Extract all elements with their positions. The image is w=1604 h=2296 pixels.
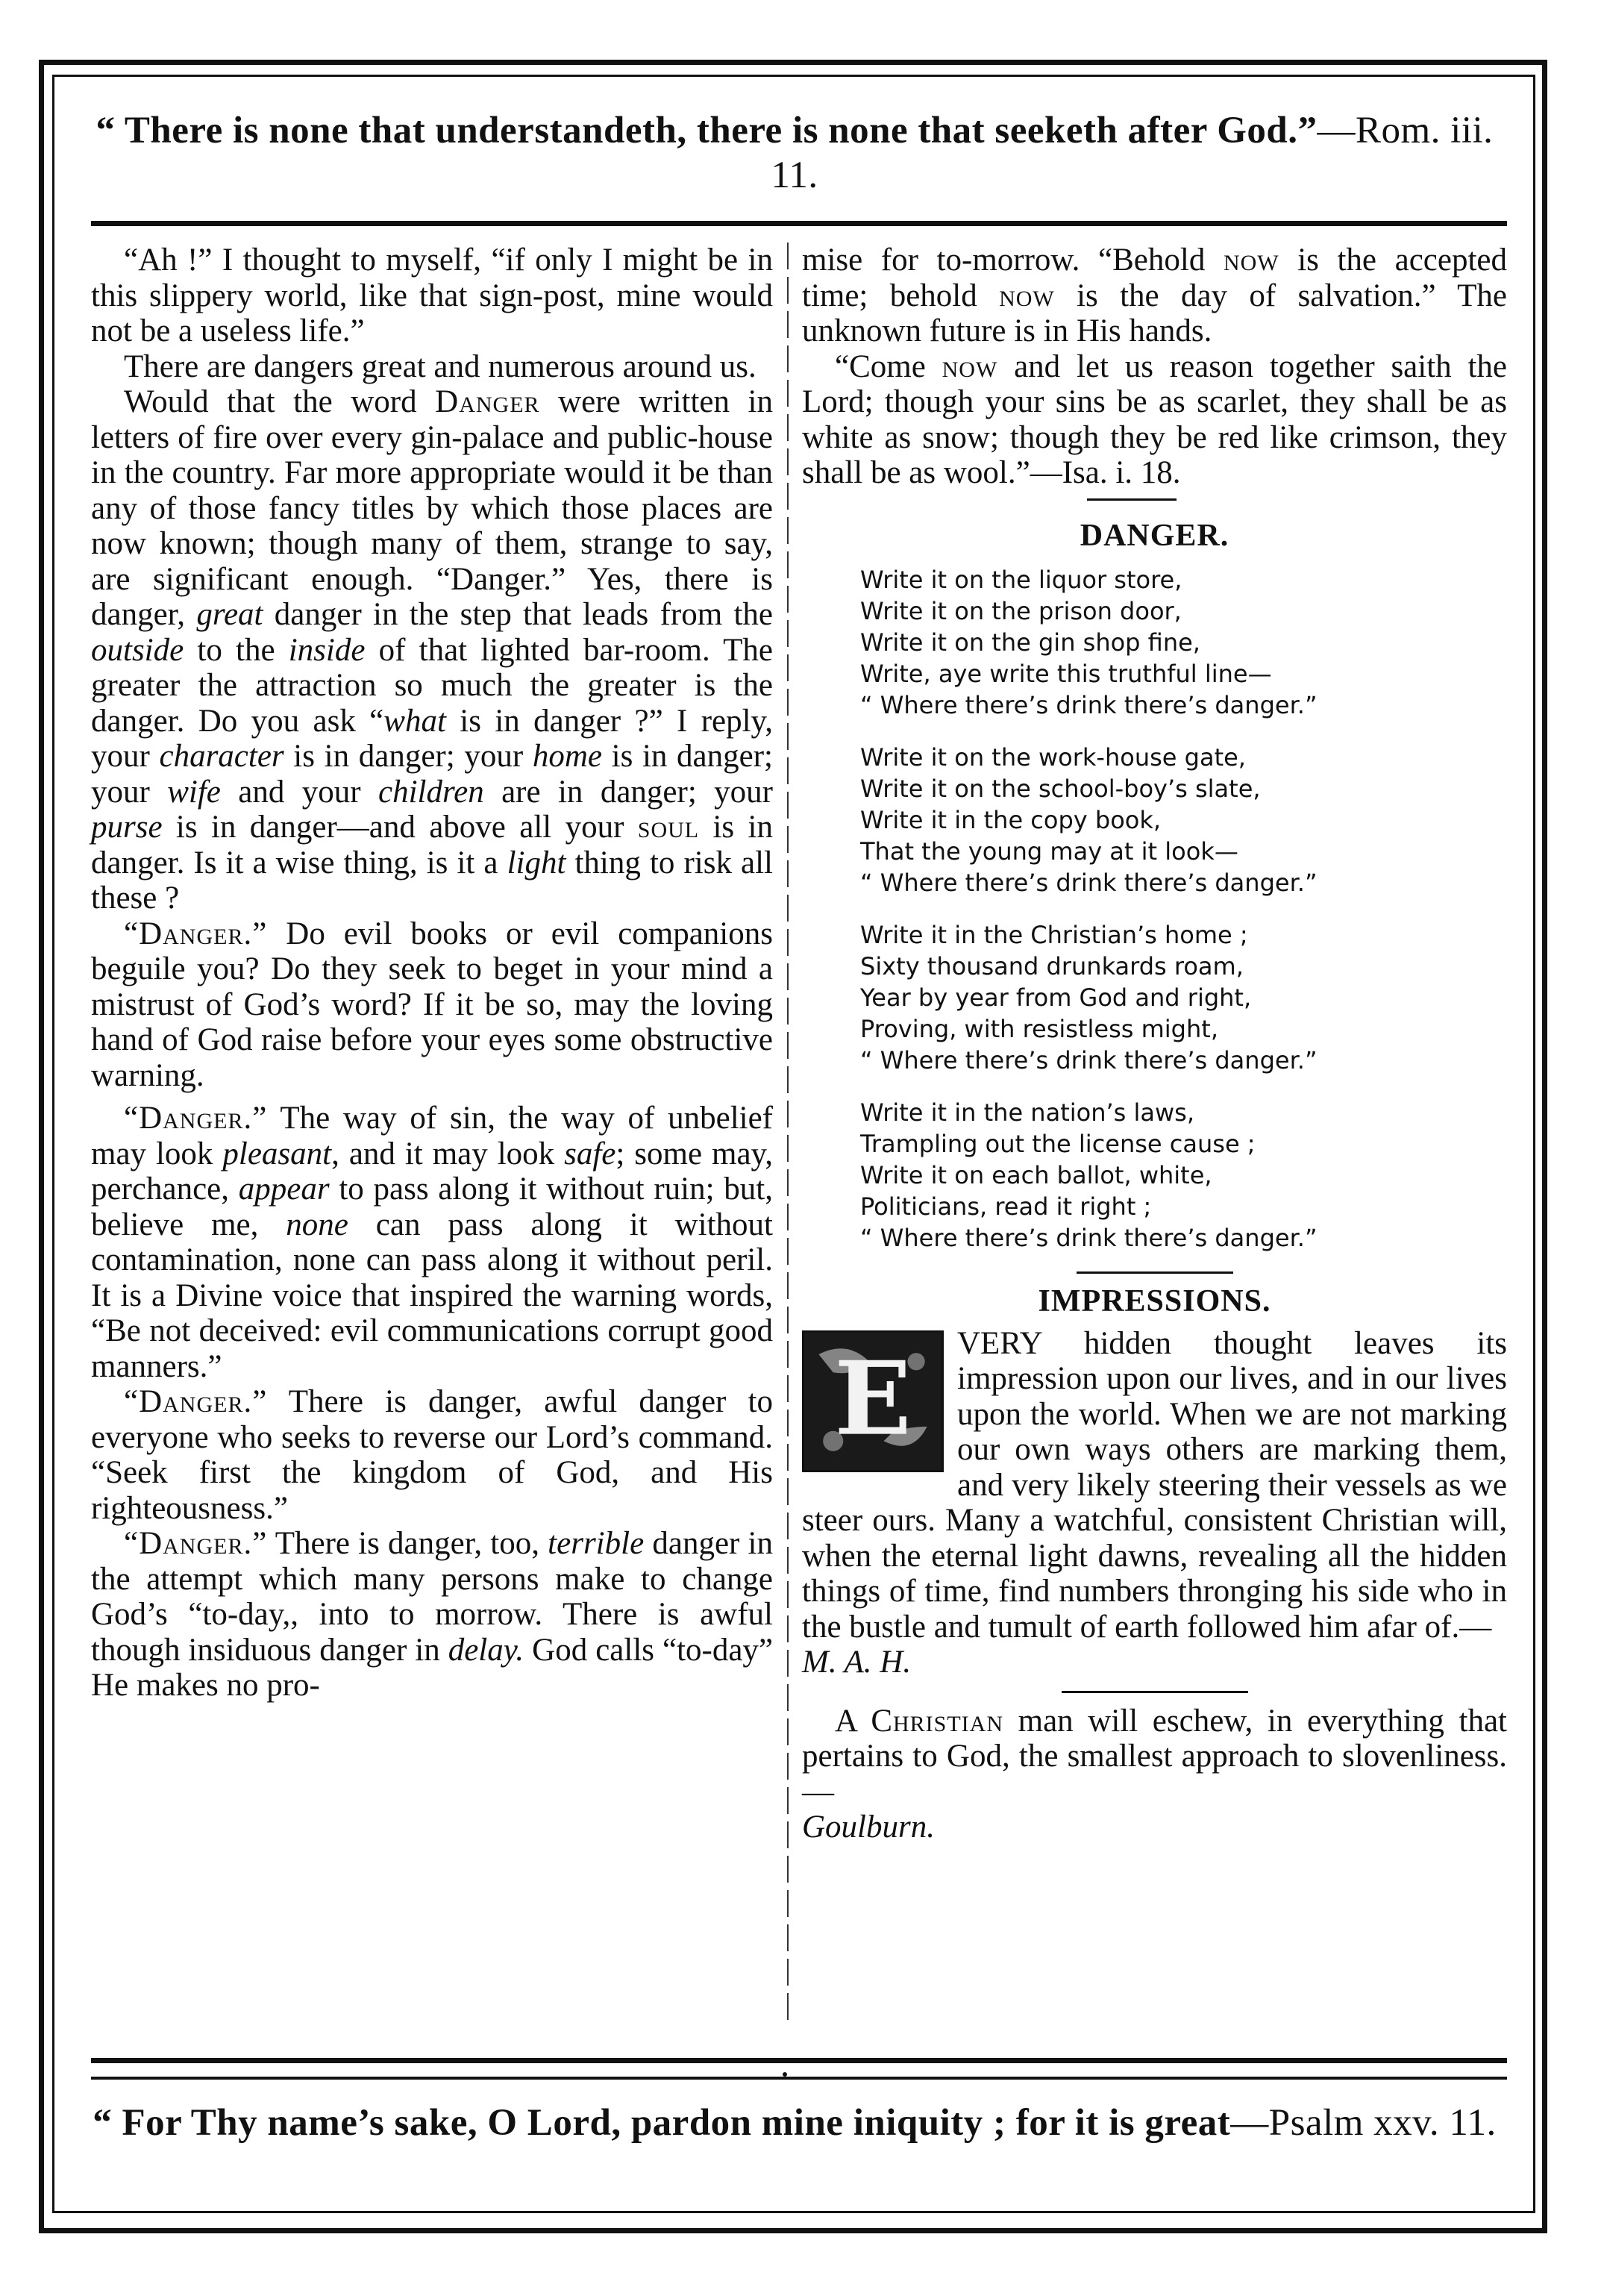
text: is in danger; your — [91, 739, 773, 810]
text: and let us reason together saith the Lord; though your sins be as scarlet, they shall be as white as snow; though they be red like crimson, they shall be as wool.”—Isa. i. 18. — [802, 348, 1507, 490]
poem-line: Write it in the copy book, — [860, 806, 1162, 834]
impressions-heading: IMPRESSIONS. — [1038, 1284, 1271, 1319]
poem-line: Write it on the work-house gate, — [860, 743, 1246, 772]
poem-line: “ Where there’s drink there’s danger.” — [860, 691, 1318, 719]
small-caps-text: now — [999, 278, 1055, 313]
text: Do evil books or evil companions beguile you? Do they seek to beget in your mind a mistrust of God’s word? If it be so, may the loving hand of God raise before your eyes some obstructive warning. — [91, 916, 773, 1093]
header-quote-ref: —Rom. iii. 11. — [771, 110, 1494, 196]
italic-text: light — [507, 845, 566, 880]
poem-line: Write it on the liquor store, — [860, 566, 1182, 594]
poem-line: Write it on the gin shop fine, — [860, 628, 1200, 657]
poem-line: “ Where there’s drink there’s danger.” — [860, 1224, 1318, 1252]
text: and your — [220, 774, 378, 810]
small-caps-text: “Danger.” — [124, 1526, 268, 1561]
text: to pass along it without ruin; but, believe me, — [91, 1172, 774, 1242]
italic-text: none — [286, 1207, 348, 1242]
text: thing to risk all these ? — [91, 845, 773, 916]
text: is the accepted time; behold — [802, 243, 1507, 313]
poem-line: Proving, with resistless might, — [860, 1015, 1218, 1043]
text: “Come — [835, 348, 942, 384]
text: is in danger; your — [283, 739, 533, 774]
italic-text: pleasant — [222, 1136, 332, 1172]
signature: Goulburn. — [802, 1809, 935, 1845]
paragraph-come-now — [802, 349, 1507, 491]
poem-stanza — [860, 742, 1507, 898]
text: is in danger—and above all your — [162, 810, 638, 845]
paragraph-impressions — [802, 1326, 1507, 1680]
italic-text: appear — [238, 1172, 330, 1207]
ornament-dot — [783, 2072, 787, 2077]
signature: M. A. H. — [802, 1645, 912, 1680]
poem-line: Write, aye write this truthful line— — [860, 660, 1272, 688]
small-caps-text: “Danger.” — [124, 1101, 268, 1136]
paragraph-danger-books — [91, 916, 773, 1094]
poem-line: Sixty thousand drunkards roam, — [860, 952, 1244, 980]
text: is the day of salvation.” The unknown future is in His hands. — [802, 278, 1507, 348]
paragraph-would-that — [91, 384, 773, 916]
text: There is danger, awful danger to everyone who seeks to reverse our Lord’s command. “Seek first the kingdom of God, and His righteousness.” — [91, 1384, 773, 1526]
text: “Ah !” I thought to myself, “if only I might be in this slippery world, like that sign-post, mine would not be a useless life.” — [91, 243, 773, 348]
text: danger in the attempt which many persons make to change God’s “to-day,, into to morrow. There is awful though insiduous danger in — [91, 1526, 773, 1668]
column-divider — [787, 243, 789, 2026]
text: are in danger; your — [483, 774, 773, 810]
text: can pass along it without contamination, none can pass along it without peril. It is a Divine voice that inspired the warning words, “Be not deceived: evil communications corrupt good manners.” — [91, 1207, 774, 1384]
text: There are dangers great and numerous around us. — [124, 348, 756, 384]
italic-text: outside — [91, 632, 184, 668]
small-caps-text: Christian — [871, 1703, 1003, 1739]
italic-text: wife — [167, 774, 221, 810]
footer-rule-bottom — [91, 2077, 1507, 2080]
text: VERY hidden thought leaves its impression upon our lives, and in our lives upon the world. When we are not marking our own ways others are marking them, and very likely steering their vessels as we steer ours. Many a watchful, consistent Christian will, when the eternal light dawns, revealing all the hidden things of time, find numbers thronging his side who in the bustle and tumult of earth followed him afar of.— — [802, 1325, 1507, 1645]
section-rule — [1087, 498, 1177, 501]
text: of that lighted bar-room. The greater the attraction so much the greater is the danger. Do you ask “ — [91, 632, 774, 739]
italic-text: inside — [288, 632, 366, 668]
header-rule — [91, 221, 1507, 226]
dropcap-e — [802, 1330, 944, 1472]
header-quote-text: “ There is none that understandeth, there is none that seeketh after God.” — [95, 110, 1318, 151]
italic-text: great — [196, 597, 263, 632]
poem-stanza — [860, 919, 1507, 1076]
small-caps-text: Danger — [435, 384, 540, 419]
poem-stanza — [860, 1097, 1507, 1254]
small-caps-text: now — [942, 348, 998, 384]
svg-text:E: E — [834, 1339, 912, 1458]
paragraph-christian — [802, 1704, 1507, 1845]
italic-text: home — [532, 739, 602, 774]
poem-line: Write it on each ballot, white, — [860, 1161, 1212, 1189]
poem-line: Write it on the school-boy’s slate, — [860, 775, 1261, 803]
poem-line: Trampling out the license cause ; — [860, 1130, 1256, 1158]
text: , and it may look — [331, 1136, 565, 1172]
italic-text: what — [383, 703, 446, 739]
paragraph-danger-command — [91, 1384, 773, 1526]
text: ; some may, perchance, — [91, 1136, 773, 1207]
poem-line: “ Where there’s drink there’s danger.” — [860, 1046, 1318, 1075]
italic-text: character — [159, 739, 284, 774]
text: to the — [184, 632, 289, 668]
poem-stanza — [860, 564, 1507, 721]
small-caps-text: “Danger.” — [124, 916, 268, 951]
text: A — [835, 1703, 871, 1739]
paragraph-dangers — [91, 349, 773, 385]
poem-line: Write it in the Christian’s home ; — [860, 921, 1248, 949]
text: danger in the step that leads from the — [263, 597, 773, 632]
text: The way of sin, the way of unbelief may look — [91, 1101, 773, 1172]
footer-quote-text: “ For Thy name’s sake, O Lord, pardon mine iniquity ; for it is great — [93, 2102, 1231, 2144]
footer-rule-top — [91, 2058, 1507, 2063]
italic-text: children — [378, 774, 484, 810]
italic-text: delay. — [448, 1632, 524, 1668]
paragraph-danger-sin — [91, 1101, 773, 1384]
text: were written in letters of fire over every gin-palace and public-house in the country. Far more appropriate would it be than any of those fancy titles by which those places are now known; though many of them, strange to say, are significant enough. “Danger.” Yes, there is danger, — [91, 384, 773, 632]
left-column — [91, 243, 773, 1704]
paragraph-danger-delay — [91, 1526, 773, 1704]
text: is in danger. Is it a wise thing, is it a — [91, 810, 773, 880]
poem-line: Politicians, read it right ; — [860, 1192, 1152, 1221]
poem-line: That the young may at it look— — [860, 837, 1238, 866]
section-rule — [1062, 1691, 1248, 1693]
footer-quote — [82, 2101, 1507, 2145]
poem-line: Write it on the prison door, — [860, 597, 1182, 625]
poem-line: “ Where there’s drink there’s danger.” — [860, 869, 1318, 897]
footer-quote-ref: —Psalm xxv. 11. — [1230, 2102, 1497, 2144]
poem-line: Write it in the nation’s laws, — [860, 1098, 1195, 1127]
paragraph-ah — [91, 243, 773, 349]
right-column — [802, 243, 1507, 1845]
poem-line: Year by year from God and right, — [860, 983, 1252, 1012]
danger-poem — [860, 564, 1507, 1254]
italic-text: terrible — [548, 1526, 645, 1561]
text: man will eschew, in everything that pertains to God, the smallest approach to slovenliness.— — [802, 1703, 1507, 1809]
italic-text: purse — [91, 810, 163, 845]
paragraph-promise — [802, 243, 1507, 349]
section-rule — [1077, 1271, 1233, 1274]
small-caps-text: soul — [637, 810, 700, 845]
text: mise for to-morrow. “Behold — [802, 243, 1224, 278]
small-caps-text: “Danger.” — [124, 1384, 268, 1419]
text: There is danger, too, — [267, 1526, 548, 1561]
danger-heading: DANGER. — [1080, 518, 1229, 553]
text: Would that the word — [124, 384, 436, 419]
header-quote — [82, 108, 1507, 198]
small-caps-text: now — [1223, 243, 1279, 278]
italic-text: safe — [564, 1136, 616, 1172]
text: is in danger ?” I reply, your — [91, 703, 774, 774]
text: God calls “to-day” He makes no pro- — [91, 1632, 774, 1703]
